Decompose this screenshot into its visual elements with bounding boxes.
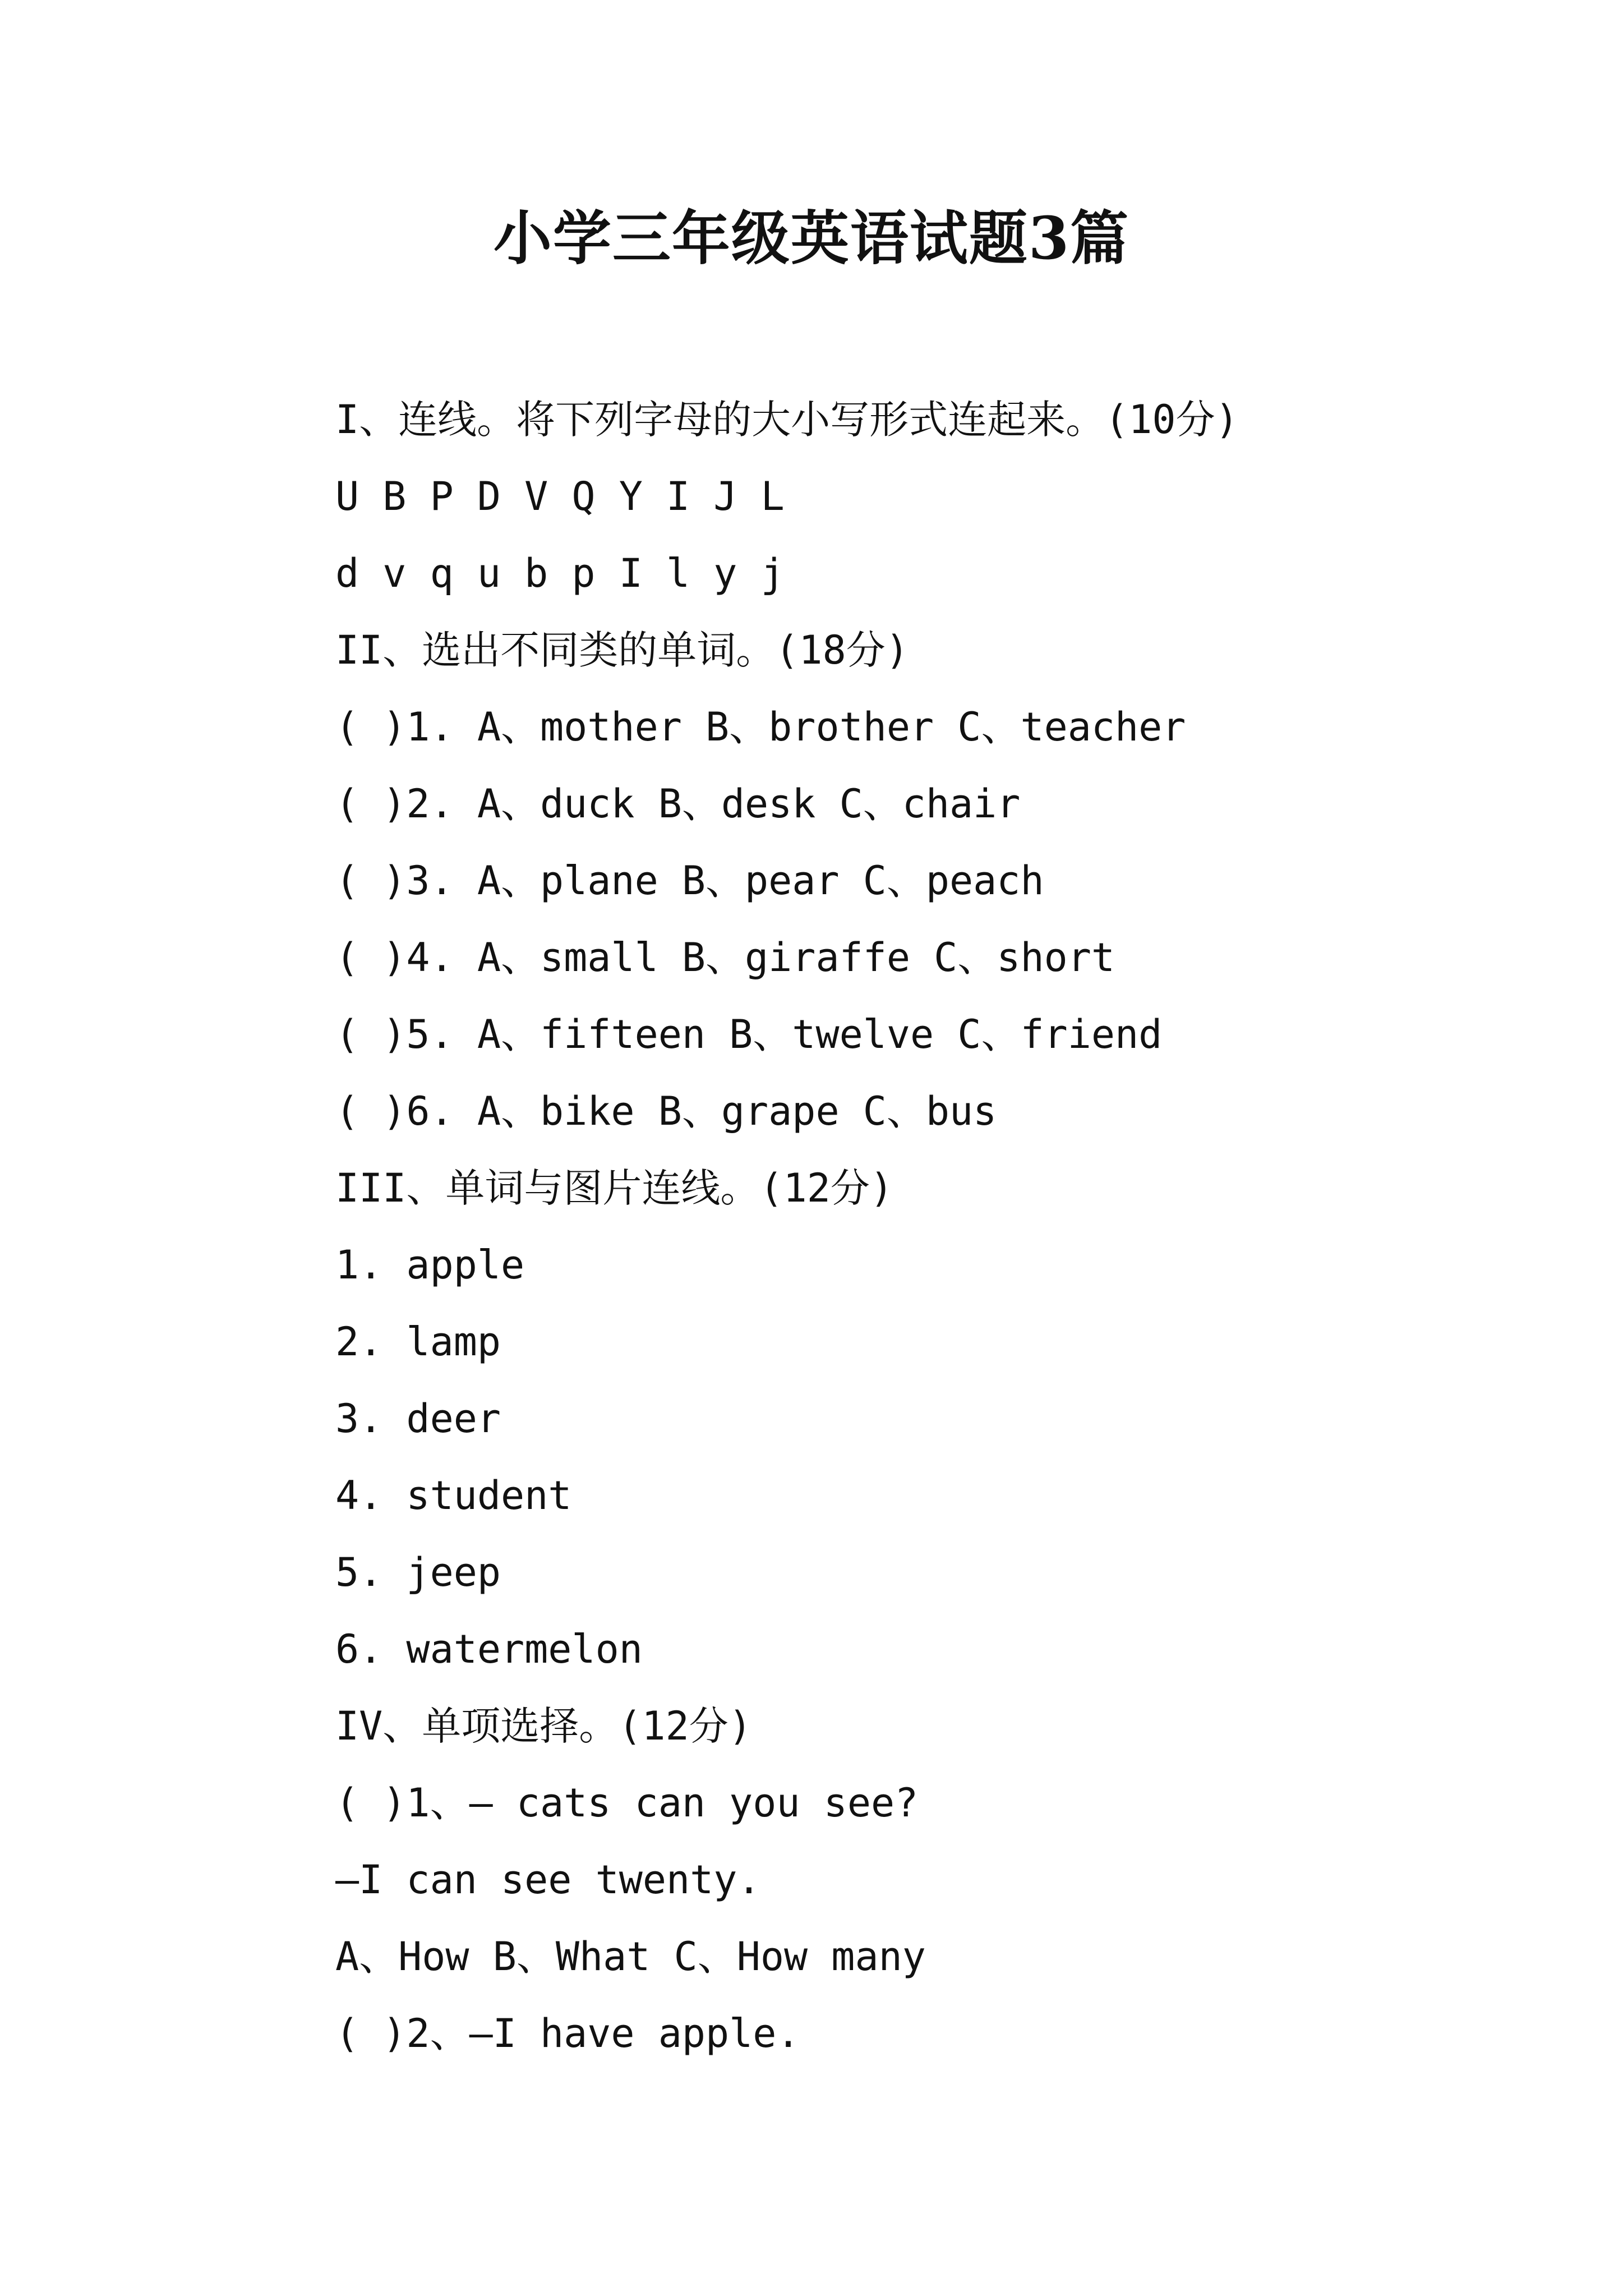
word-item: 6. watermelon <box>335 1626 643 1672</box>
section-heading: I、连线。将下列字母的大小写形式连起来。(10分) <box>335 397 1239 443</box>
word-item: 4. student <box>335 1473 572 1519</box>
question-line: ( )1、— cats can you see? <box>335 1780 919 1826</box>
question-item: ( )2. A、duck B、desk C、chair <box>335 781 1021 827</box>
word-item: 3. deer <box>335 1396 501 1442</box>
page-title: 小学三年级英语试题3篇 <box>493 204 1130 273</box>
section-3 <box>335 1150 1513 1688</box>
section-2 <box>335 612 1513 1150</box>
word-item: 5. jeep <box>335 1549 501 1595</box>
exam-content <box>335 381 1513 2072</box>
question-item: ( )4. A、small B、giraffe C、short <box>335 935 1115 981</box>
question-line: —I can see twenty. <box>335 1857 761 1903</box>
question-item: ( )3. A、plane B、pear C、peach <box>335 858 1044 904</box>
lowercase-letters: d v q u b p I l y j <box>335 550 785 596</box>
section-1 <box>335 381 1513 612</box>
question-line: A、How B、What C、How many <box>335 1934 926 1980</box>
uppercase-letters: U B P D V Q Y I J L <box>335 473 785 519</box>
question-item: ( )6. A、bike B、grape C、bus <box>335 1088 997 1134</box>
section-heading: III、单词与图片连线。(12分) <box>335 1165 894 1211</box>
section-heading: IV、单项选择。(12分) <box>335 1703 752 1749</box>
question-item: ( )1. A、mother B、brother C、teacher <box>335 704 1186 750</box>
word-item: 2. lamp <box>335 1319 501 1365</box>
word-item: 1. apple <box>335 1242 525 1288</box>
section-heading: II、选出不同类的单词。(18分) <box>335 627 909 673</box>
question-item: ( )5. A、fifteen B、twelve C、friend <box>335 1011 1163 1057</box>
question-line: ( )2、—I have apple. <box>335 2010 800 2056</box>
section-4 <box>335 1688 1513 2072</box>
